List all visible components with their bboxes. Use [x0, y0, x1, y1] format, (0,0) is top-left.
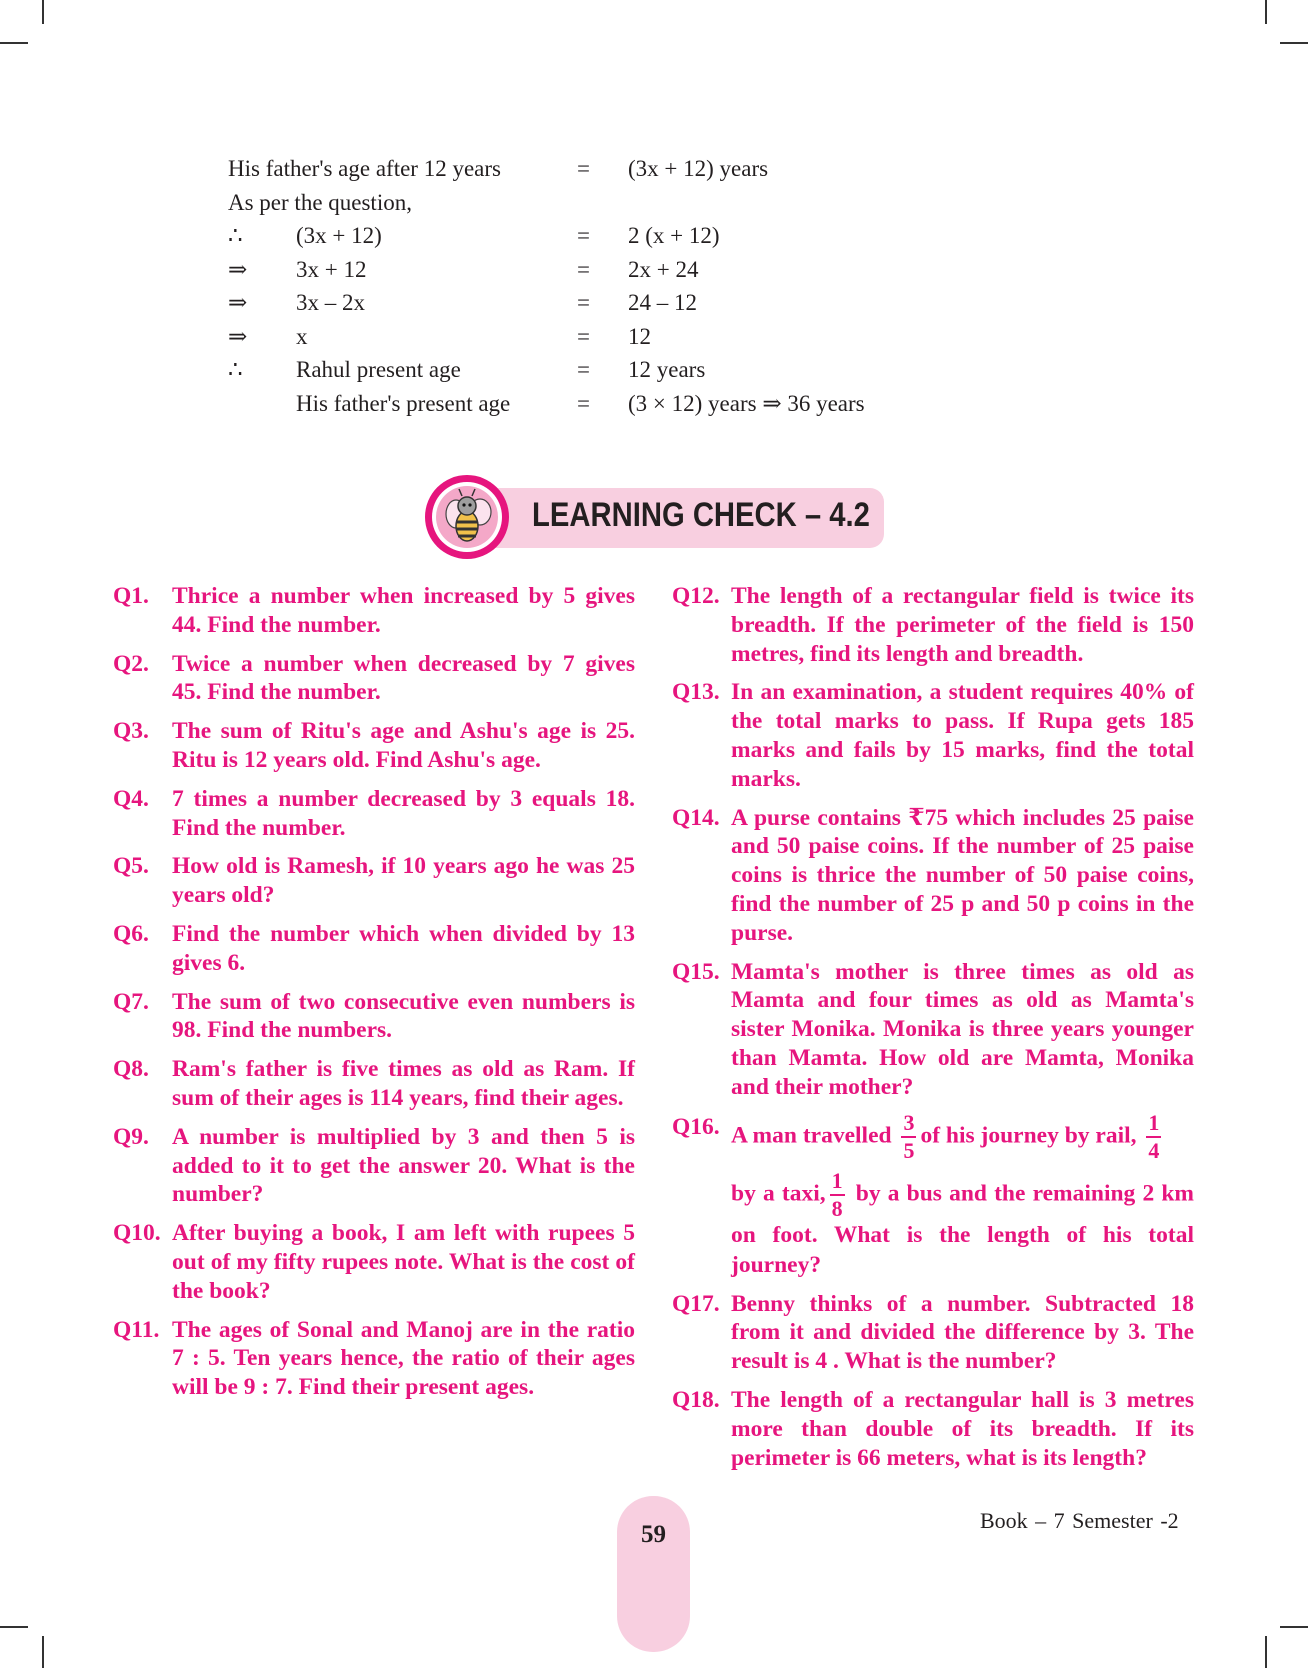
logic-symbol: ∴: [228, 223, 243, 248]
question-text: Mamta's mother is three times as old as Mamta and four times as old as Mamta's sister Monika. Monika is three years younger than Mamta. How old are Mamta, Monika and their mother?: [731, 958, 1194, 1100]
question-number: Q14.: [672, 804, 720, 831]
question-item: [113, 785, 635, 843]
question-number: Q12.: [672, 583, 720, 609]
solution-row: [228, 257, 948, 291]
question-text: of his journey by rail,: [920, 1121, 1137, 1148]
question-text: Find the number which when divided by 13 gives 6.: [172, 920, 635, 976]
question-number: Q13.: [672, 679, 720, 706]
question-text: How old is Ramesh, if 10 years ago he was 25 years old?: [172, 853, 635, 909]
question-item: [113, 920, 635, 978]
question-item: [672, 1109, 1194, 1280]
solution-lhs: x: [296, 323, 308, 349]
question-text: Thrice a number when increased by 5 gives 44. Find the number.: [172, 583, 635, 638]
questions-right-column: [672, 582, 1194, 1482]
question-text: Benny thinks of a number. Subtracted 18 from it and divided the difference by 3. The result is 4 . What is the number?: [731, 1290, 1194, 1375]
book-info: Book – 7 Semester -2: [980, 1508, 1179, 1533]
question-item: [672, 1386, 1194, 1472]
question-item: [672, 1290, 1194, 1376]
page-number-tab: [617, 1496, 690, 1652]
logic-symbol: ⇒: [228, 290, 248, 315]
question-number: Q11.: [113, 1316, 160, 1343]
question-text: The sum of two consecutive even numbers is 98. Find the numbers.: [172, 988, 635, 1044]
question-item: [113, 1123, 635, 1209]
equals-sign: =: [577, 390, 590, 416]
solution-row: [228, 391, 948, 425]
bee-mascot-icon: [424, 474, 510, 560]
question-number: Q8.: [113, 1056, 149, 1083]
question-text: The length of a rectangular hall is 3 metres more than double of its breadth. If its perimeter is 66 meters, what is its length?: [731, 1386, 1194, 1471]
question-text: The sum of Ritu's age and Ashu's age is 25. Ritu is 12 years old. Find Ashu's age.: [172, 718, 635, 773]
solution-text: As per the question,: [228, 189, 412, 215]
question-item: [113, 1316, 635, 1402]
solution-lhs: 3x – 2x: [296, 290, 365, 315]
question-number: Q16.: [672, 1113, 720, 1140]
solution-lhs: 3x + 12: [296, 256, 367, 282]
question-text: A number is multiplied by 3 and then 5 is added to it to get the answer 20. What is the number?: [172, 1123, 635, 1208]
solution-row: [228, 190, 948, 224]
question-text: Ram's father is five times as old as Ram. If sum of their ages is 114 years, find their ages.: [172, 1056, 635, 1111]
solution-rhs: 12: [628, 323, 651, 349]
section-title: LEARNING CHECK – 4.2: [532, 496, 870, 534]
solution-lhs: His father's present age: [296, 390, 511, 416]
question-text: by a bus and the remaining 2 km on foot. What is the length of his total journey?: [731, 1179, 1194, 1278]
equals-sign: =: [577, 223, 590, 248]
question-text: 7 times a number decreased by 3 equals 18. Find the number.: [172, 785, 635, 841]
fraction: $\frac{1}{8}$: [831, 1167, 843, 1221]
question-number: Q9.: [113, 1123, 149, 1150]
question-text: A man travelled: [731, 1121, 892, 1148]
question-text: A purse contains ₹75 which includes 25 paise and 50 paise coins. If the number of 25 paise coins is thrice the number of 50 paise coins, find the number of 25 p and 50 p coins in the purse.: [731, 804, 1194, 946]
question-item: [113, 988, 635, 1046]
logic-symbol: ∴: [228, 357, 243, 382]
logic-symbol: ⇒: [228, 256, 248, 282]
question-text: After buying a book, I am left with rupees 5 out of my fifty rupees note. What is the cost of the book?: [172, 1220, 635, 1304]
question-item: [113, 650, 635, 708]
crop-mark: [1265, 1636, 1267, 1668]
solution-rhs: (3 × 12) years ⇒ 36 years: [628, 390, 865, 416]
question-number: Q10.: [113, 1220, 161, 1247]
equals-sign: =: [577, 290, 590, 315]
crop-mark: [1280, 42, 1308, 44]
crop-mark: [1265, 0, 1267, 24]
question-number: Q15.: [672, 958, 720, 985]
question-item: [672, 582, 1194, 668]
worked-solution: [228, 156, 948, 424]
solution-row: [228, 156, 948, 190]
equals-sign: =: [577, 156, 590, 181]
question-number: Q4.: [113, 785, 149, 812]
question-text: Twice a number when decreased by 7 gives 45. Find the number.: [172, 650, 635, 706]
question-text: by a taxi,: [731, 1179, 826, 1206]
question-number: Q2.: [113, 650, 149, 677]
fraction: $\frac{3}{5}$: [903, 1109, 915, 1163]
solution-lhs: Rahul present age: [296, 357, 461, 382]
question-number: Q3.: [113, 718, 149, 745]
equals-sign: =: [577, 357, 590, 382]
question-number: Q6.: [113, 920, 149, 947]
solution-lhs: His father's age after 12 years: [228, 156, 501, 181]
question-text: In an examination, a student requires 40% of the total marks to pass. If Rupa gets 185 marks and fails by 15 marks, find the total marks.: [731, 679, 1194, 792]
question-item: [672, 958, 1194, 1102]
solution-rhs: 12 years: [628, 357, 706, 382]
solution-row: [228, 290, 948, 324]
solution-row: [228, 357, 948, 391]
question-item: [113, 852, 635, 910]
question-item: [113, 1219, 635, 1305]
question-number: Q7.: [113, 988, 149, 1015]
logic-symbol: ⇒: [228, 323, 248, 349]
equals-sign: =: [577, 256, 590, 282]
solution-rhs: 24 – 12: [628, 290, 697, 315]
question-text: The length of a rectangular field is twice its breadth. If the perimeter of the field is 150 metres, find its length and breadth.: [731, 583, 1194, 667]
fraction: $\frac{1}{4}$: [1148, 1109, 1160, 1163]
crop-mark: [1280, 1626, 1308, 1628]
crop-mark: [0, 42, 28, 44]
crop-mark: [0, 1626, 28, 1628]
question-number: Q18.: [672, 1386, 720, 1413]
page-number: 59: [641, 1521, 666, 1548]
crop-mark: [42, 0, 44, 24]
question-text: The ages of Sonal and Manoj are in the ratio 7 : 5. Ten years hence, the ratio of their ages will be 9 : 7. Find their present ages.: [172, 1316, 635, 1401]
solution-row: [228, 324, 948, 358]
question-number: Q5.: [113, 853, 149, 880]
question-item: [672, 678, 1194, 793]
solution-rhs: (3x + 12) years: [628, 156, 769, 181]
question-item: [113, 582, 635, 640]
solution-rhs: 2 (x + 12): [628, 223, 720, 248]
solution-rhs: 2x + 24: [628, 256, 699, 282]
question-item: [113, 717, 635, 775]
equals-sign: =: [577, 323, 590, 349]
solution-row: [228, 223, 948, 257]
question-number: Q1.: [113, 583, 149, 609]
question-item: [113, 1055, 635, 1113]
questions-left-column: [113, 582, 635, 1412]
question-number: Q17.: [672, 1290, 720, 1317]
crop-mark: [42, 1636, 44, 1668]
question-item: [672, 804, 1194, 948]
solution-lhs: (3x + 12): [296, 223, 382, 248]
